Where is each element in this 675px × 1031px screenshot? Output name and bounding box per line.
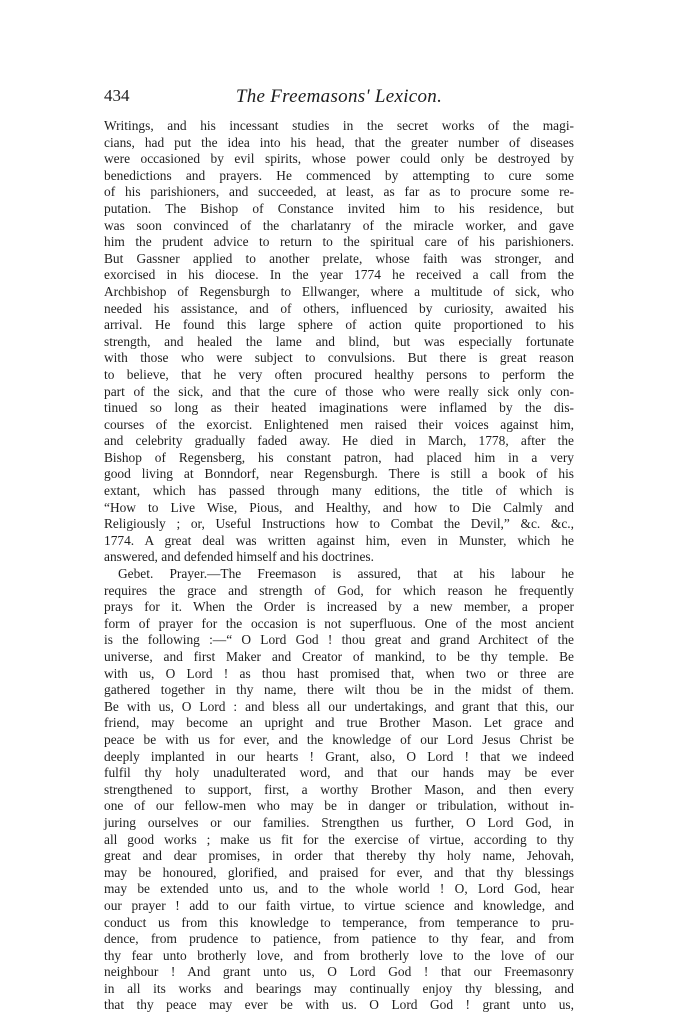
text-line: form of prayer for the occasion is not superfluous. One of the most ancient: [104, 615, 574, 631]
text-line: may be extended unto us, and to the whole world ! O, Lord God, hear: [104, 881, 574, 897]
text-line: neighbour ! And grant unto us, O Lord God ! that our Freemasonry: [104, 964, 574, 980]
text-line: is the following :—“ O Lord God ! thou great and grand Architect of the: [104, 632, 574, 648]
text-line: dence, from prudence to patience, from patience to thy fear, and from: [104, 931, 574, 947]
text-line: was soon convinced of the charlatanry of the miracle worker, and gave: [104, 217, 574, 233]
text-line: were occasioned by evil spirits, whose power could only be destroyed by: [104, 151, 574, 167]
text-line: putation. The Bishop of Constance invited him to his residence, but: [104, 200, 574, 216]
running-title: The Freemasons' Lexicon.: [235, 86, 443, 107]
text-line: to believe, that he very often procured healthy persons to perform the: [104, 366, 574, 382]
body-text: [104, 118, 574, 1014]
text-line: thy fear unto brotherly love, and from brotherly love to the love of our: [104, 947, 574, 963]
text-line: our prayer ! add to our faith virtue, to virtue science and knowledge, and: [104, 897, 574, 913]
text-line: needed his assistance, and of others, influenced by curiosity, awaited his: [104, 300, 574, 316]
text-line: great and dear promises, in order that thereby thy holy name, Jehovah,: [104, 848, 574, 864]
text-line: gathered together in thy name, there wilt thou be in the midst of them.: [104, 682, 574, 698]
text-line: good living at Bonndorf, near Regensburgh. There is still a book of his: [104, 466, 574, 482]
text-line: Bishop of Regensberg, his constant patron, had placed him in a very: [104, 449, 574, 465]
text-line: peace be with us for ever, and the knowledge of our Lord Jesus Christ be: [104, 731, 574, 747]
text-line: with those who were subject to convulsions. But there is great reason: [104, 350, 574, 366]
text-line: part of the sick, and that the cure of those who were really sick only con-: [104, 383, 574, 399]
text-line: friend, may become an upright and true Brother Mason. Let grace and: [104, 715, 574, 731]
text-line: deeply implanted in our hearts ! Grant, also, O Lord ! that we indeed: [104, 748, 574, 764]
text-line: But Gassner applied to another prelate, whose faith was stronger, and: [104, 250, 574, 266]
text-line: cians, had put the idea into his head, that the greater number of diseases: [104, 134, 574, 150]
text-line: extant, which has passed through many editions, the title of which is: [104, 483, 574, 499]
text-line: all good works ; make us fit for the exercise of virtue, according to thy: [104, 831, 574, 847]
text-line: universe, and first Maker and Creator of mankind, to be thy temple. Be: [104, 649, 574, 664]
text-line: that thy peace may ever be with us. O Lord God ! grant unto us,: [104, 997, 574, 1013]
text-line: Gebet. Prayer.—The Freemason is assured, that at his labour he: [118, 566, 574, 582]
text-line: strength, and healed the lame and blind, but was especially fortunate: [104, 333, 574, 349]
text-line: of his parishioners, and succeeded, at least, as far as to procure some re-: [104, 184, 574, 200]
text-line: Be with us, O Lord : and bless all our undertakings, and grant that this, our: [104, 698, 574, 714]
text-line: benedictions and prayers. He commenced by attempting to cure some: [104, 167, 574, 183]
text-line: tinued so long as their heated imaginations were inflamed by the dis-: [104, 400, 574, 416]
text-line: in all its works and bearings may continually enjoy thy blessing, and: [104, 980, 574, 996]
text-line: may be honoured, glorified, and praised for ever, and that thy blessings: [104, 864, 574, 880]
text-line: “How to Live Wise, Pious, and Healthy, and how to Die Calmly and: [104, 499, 574, 515]
text-line: arrival. He found this large sphere of action quite proportioned to his: [104, 317, 574, 333]
text-line: with us, O Lord ! as thou hast promised that, when two or three are: [104, 665, 574, 681]
text-line: one of our fellow-men who may be in danger or tribulation, without in-: [104, 798, 574, 814]
text-line: and celebrity gradually faded away. He died in March, 1778, after the: [104, 433, 574, 449]
text-line: Writings, and his incessant studies in the secret works of the magi-: [104, 118, 574, 133]
book-page: [104, 86, 574, 1014]
text-line: prays for it. When the Order is increased by a new member, a proper: [104, 599, 574, 615]
page-number: 434: [104, 86, 130, 105]
text-line: courses of the exorcist. Enlightened men raised their voices against him,: [104, 416, 574, 432]
text-line: Archbishop of Regensburgh to Ellwanger, where a multitude of sick, who: [104, 283, 574, 299]
text-line: 1774. A great deal was written against him, even in Munster, which he: [104, 532, 574, 548]
page-header: [104, 86, 574, 118]
text-line: juring ourselves or our families. Strengthen us further, O Lord God, in: [104, 814, 574, 830]
text-line: answered, and defended himself and his doctrines.: [104, 549, 374, 565]
text-line: exorcised in his diocese. In the year 1774 he received a call from the: [104, 267, 574, 283]
text-line: requires the grace and strength of God, for which reason he frequently: [104, 582, 574, 598]
text-line: fulfil thy holy unadulterated word, and that our hands may be ever: [104, 765, 574, 781]
text-line: strengthened to support, first, a worthy Brother Mason, and then every: [104, 781, 574, 797]
text-line: him the prudent advice to return to the spiritual care of his parishioners.: [104, 234, 574, 250]
text-line: Religiously ; or, Useful Instructions how to Combat the Devil,” &c. &c.,: [104, 516, 574, 532]
text-line: conduct us from this knowledge to temperance, from temperance to pru-: [104, 914, 574, 930]
